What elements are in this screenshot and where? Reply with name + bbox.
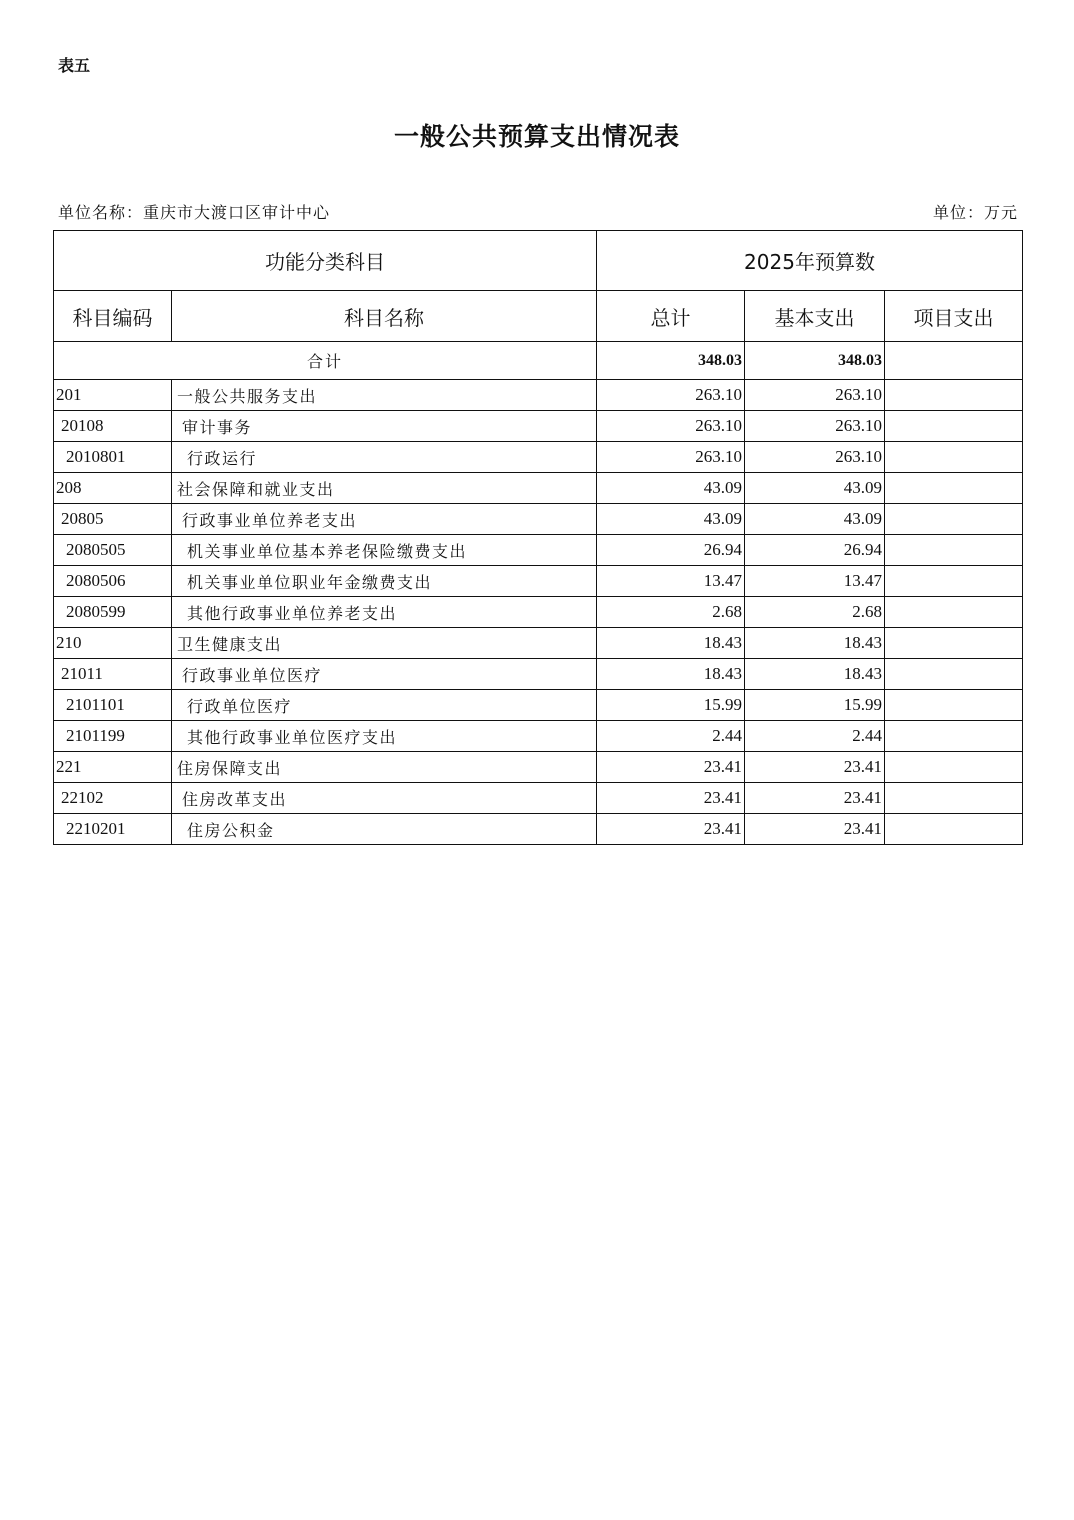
table-row [54, 721, 1023, 752]
row-name: 其他行政事业单位养老支出 [172, 597, 597, 628]
row-basic: 15.99 [745, 690, 885, 721]
table-row [54, 690, 1023, 721]
row-code: 22102 [54, 783, 172, 814]
table-row [54, 752, 1023, 783]
header-budget: 2025年预算数 [597, 231, 1023, 291]
row-name: 机关事业单位职业年金缴费支出 [172, 566, 597, 597]
row-basic: 2.44 [745, 721, 885, 752]
row-name: 行政事业单位养老支出 [172, 504, 597, 535]
row-project [885, 411, 1023, 442]
row-total: 15.99 [597, 690, 745, 721]
row-total: 263.10 [597, 411, 745, 442]
row-total: 263.10 [597, 442, 745, 473]
table-row [54, 783, 1023, 814]
row-project [885, 504, 1023, 535]
row-project [885, 690, 1023, 721]
header-project: 项目支出 [885, 291, 1023, 342]
row-total: 43.09 [597, 473, 745, 504]
row-total: 18.43 [597, 659, 745, 690]
row-name: 卫生健康支出 [172, 628, 597, 659]
row-code: 2010801 [54, 442, 172, 473]
row-name: 行政单位医疗 [172, 690, 597, 721]
row-code: 2080599 [54, 597, 172, 628]
row-total: 43.09 [597, 504, 745, 535]
row-basic: 263.10 [745, 442, 885, 473]
total-row [54, 342, 1023, 380]
row-total: 2.44 [597, 721, 745, 752]
row-total: 23.41 [597, 783, 745, 814]
table-row [54, 504, 1023, 535]
table-row [54, 597, 1023, 628]
header-row-bottom [54, 291, 1023, 342]
row-name: 审计事务 [172, 411, 597, 442]
row-basic: 18.43 [745, 628, 885, 659]
row-basic: 263.10 [745, 380, 885, 411]
row-basic: 43.09 [745, 504, 885, 535]
table-tag: 表五 [58, 56, 91, 75]
header-row-top [54, 231, 1023, 291]
table-row [54, 628, 1023, 659]
header-basic: 基本支出 [745, 291, 885, 342]
table-row [54, 380, 1023, 411]
row-project [885, 814, 1023, 845]
row-code: 2210201 [54, 814, 172, 845]
row-name: 社会保障和就业支出 [172, 473, 597, 504]
row-code: 201 [54, 380, 172, 411]
row-project [885, 721, 1023, 752]
currency-unit: 单位：万元 [932, 203, 1018, 222]
row-basic: 23.41 [745, 814, 885, 845]
row-total: 2.68 [597, 597, 745, 628]
table-row [54, 411, 1023, 442]
table-row [54, 814, 1023, 845]
row-project [885, 597, 1023, 628]
row-name: 机关事业单位基本养老保险缴费支出 [172, 535, 597, 566]
header-total: 总计 [597, 291, 745, 342]
row-project [885, 380, 1023, 411]
budget-table [53, 230, 1023, 845]
row-name: 一般公共服务支出 [172, 380, 597, 411]
row-name: 其他行政事业单位医疗支出 [172, 721, 597, 752]
row-project [885, 442, 1023, 473]
row-basic: 23.41 [745, 752, 885, 783]
row-project [885, 752, 1023, 783]
row-total: 23.41 [597, 752, 745, 783]
row-code: 221 [54, 752, 172, 783]
row-total: 13.47 [597, 566, 745, 597]
row-name: 住房改革支出 [172, 783, 597, 814]
row-basic: 23.41 [745, 783, 885, 814]
page-title: 一般公共预算支出情况表 [393, 122, 680, 151]
row-basic: 2.68 [745, 597, 885, 628]
table-row [54, 535, 1023, 566]
row-basic: 26.94 [745, 535, 885, 566]
row-basic: 263.10 [745, 411, 885, 442]
row-basic: 18.43 [745, 659, 885, 690]
row-project [885, 566, 1023, 597]
row-project [885, 659, 1023, 690]
row-project [885, 783, 1023, 814]
row-total: 18.43 [597, 628, 745, 659]
header-code: 科目编码 [54, 291, 172, 342]
table-row [54, 442, 1023, 473]
row-project [885, 535, 1023, 566]
row-total: 23.41 [597, 814, 745, 845]
row-basic: 13.47 [745, 566, 885, 597]
row-project [885, 628, 1023, 659]
row-code: 210 [54, 628, 172, 659]
total-project [885, 342, 1023, 380]
row-code: 2101199 [54, 721, 172, 752]
row-name: 住房保障支出 [172, 752, 597, 783]
table-row [54, 566, 1023, 597]
row-name: 住房公积金 [172, 814, 597, 845]
row-code: 2080506 [54, 566, 172, 597]
unit-name: 单位名称：重庆市大渡口区审计中心 [58, 203, 331, 222]
row-total: 26.94 [597, 535, 745, 566]
row-code: 2101101 [54, 690, 172, 721]
total-label: 合计 [54, 342, 597, 380]
row-code: 208 [54, 473, 172, 504]
row-name: 行政事业单位医疗 [172, 659, 597, 690]
row-code: 21011 [54, 659, 172, 690]
table-row [54, 473, 1023, 504]
row-total: 263.10 [597, 380, 745, 411]
header-category: 功能分类科目 [54, 231, 597, 291]
table-row [54, 659, 1023, 690]
total-basic: 348.03 [745, 342, 885, 380]
total-total: 348.03 [597, 342, 745, 380]
row-name: 行政运行 [172, 442, 597, 473]
row-basic: 43.09 [745, 473, 885, 504]
row-project [885, 473, 1023, 504]
row-code: 2080505 [54, 535, 172, 566]
row-code: 20108 [54, 411, 172, 442]
header-name: 科目名称 [172, 291, 597, 342]
row-code: 20805 [54, 504, 172, 535]
